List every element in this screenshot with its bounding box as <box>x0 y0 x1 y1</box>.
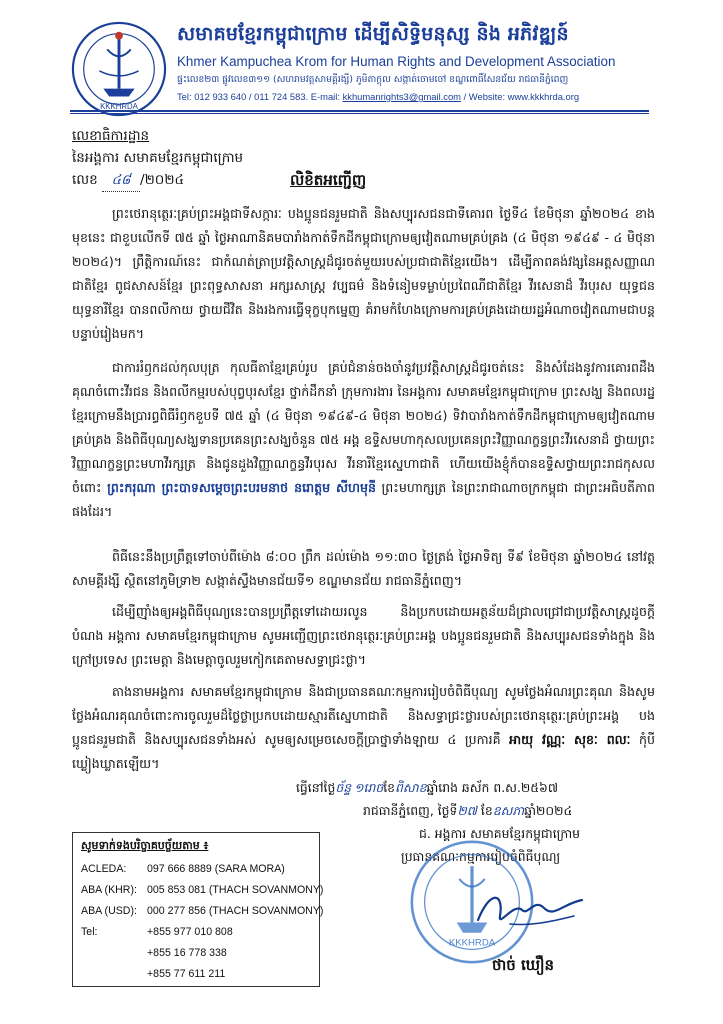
bank-row-value: +855 77 611 211 <box>147 968 226 980</box>
signatory-name: ថាច់ ឃឿន <box>492 956 555 974</box>
paragraph-text <box>72 356 655 524</box>
bank-row-label: ABA (KHR): <box>81 884 137 896</box>
paragraph-text-part: ព្រះមហាក្សត្រ នៃព្រះរាជាណាចក្រកម្ពុជា ជាព្រះអធិបតីភាពផងដែរ។ <box>72 480 655 519</box>
paragraph-text: ព្រះថេរានុត្ថេរៈគ្រប់ព្រះអង្គជាទីសក្ការៈ បងប្អូនជនរួមជាតិ និងសប្បុរសជនជាទីគោរព ថ្ងៃទី៤ ខែមិថុនា ឆ្នាំ២០២៤ ខាងមុខនេះ ជាខួបលើកទី ៧៥ ឆ្នាំ ថ្ងៃអាណានិគមបារាំងកាត់ទឹកដីកម្ពុជាក្រោមឲ្យវៀតណាមគ្រប់គ្រង (៤ មិថុនា ១៩៤៩ - ៤ មិថុនា ២០២៤)។ ព្រឹត្តិការណ៍នេះ ជាកំណត់ត្រាប្រវត្តិសាស្ត្រដ៏ជូរចត់មួយរបស់ប្រជាជាតិខ្មែរយើង។ ដើម្បីភាពគង់វង្សនៃអត្តសញ្ញាណជាតិខ្មែរ ពូជសាសន៍ខ្មែរ ព្រះពុទ្ធសាសនា អក្សរសាស្ត្រ វប្បធម៌ និងទំនៀមទម្លាប់ប្រពៃណីជាតិខ្មែរ វីរសេនាដ៏ វីរបុរស យុទ្ធជន យុទ្ធនារីខ្មែរ បានពលីកាយ ថ្វាយជីវិត និងរងការធ្វើទុក្ខបុកម្នេញ គំរាមកំហែងក្រោមការគ្រប់គ្រងដោយរដ្ឋអំណាចវៀតណាមជាបន្តបន្ទាប់រៀងមក។ <box>72 206 655 341</box>
reference-block <box>72 125 243 192</box>
solar-date-day: ២៧ <box>457 804 477 818</box>
bank-row <box>81 947 227 959</box>
royal-title: ព្រះករុណា ព្រះបាទសម្តេចព្រះបរមនាថ នរោត្តម សីហមុនី <box>107 480 376 495</box>
blessing-text: អាយុ វណ្ណៈ សុខៈ ពលៈ <box>509 732 631 747</box>
paragraph-text-part: កុំបីឃ្លៀងឃ្លាតឡើយ។ <box>72 732 655 771</box>
stamp-text: KKKHRDA <box>448 937 496 949</box>
bank-row <box>81 863 285 875</box>
bank-row-label: ACLEDA: <box>81 863 127 875</box>
body-paragraph-1 <box>72 202 655 346</box>
bank-row-value: 005 853 081 (THACH SOVANMONY) <box>147 884 324 896</box>
paragraph-text-part: តាងនាមអង្គការ សមាគមខ្មែរកម្ពុជាក្រោម និងជាប្រធានគណៈកម្មការរៀបចំពិធីបុណ្យ សូមថ្លែងអំណរព្រះគុណ និងសូមថ្លែងអំណរគុណចំពោះការចូលរួមដ៏ថ្លៃថ្លាប្រកបដោយស្មារតីស្នេហាជាតិ និងសទ្ធាជ្រះថ្លារបស់ព្រះថេរានុត្ថេរៈគ្រប់ព្រះអង្គ បងប្អូនជនរួមជាតិ និងសប្បុរសជនទាំងអស់ សូមឲ្យសម្រេចសេចក្តីប្រាថ្នាទាំងឡាយ ៤ ប្រការគឺ <box>72 684 655 747</box>
bank-row <box>81 926 233 938</box>
reference-office: លេខាធិការដ្ឋាន <box>72 128 150 144</box>
reference-number <box>72 169 243 192</box>
paragraph-text-part: ជាការរំឭកដល់កុលបុត្រ កុលធីតាខ្មែរគ្រប់រូប គ្រប់ជំនាន់ចងចាំនូវប្រវត្តិសាស្ត្រដ៏ជូរចត់នេះ និងសំដែងនូវការគោរពដឹងគុណចំពោះវីរជន និងពលីកម្មរបស់បុព្វបុរសខ្មែរ ថ្នាក់ដឹកនាំ ក្រុមការងារ នៃអង្គការ សមាគមខ្មែរកម្ពុជាក្រោម ព្រះសង្ឃ និងពលរដ្ឋខ្មែរក្រោមនឹងប្រារព្ធពិធីរំឭកខួបទី ៧៥ ឆ្នាំ (៤ មិថុនា ១៩៤៩-៤ មិថុនា ២០២៤) ទិវាបារាំងកាត់ទឹកដីកម្ពុជាក្រោមឲ្យវៀតណាមគ្រប់គ្រង និងពិធីបុណ្យសង្ឃទានប្រគេនព្រះសង្ឃចំនួន ៧៥ អង្គ ឧទ្ទិសមហាកុសលប្រគេនព្រះវិញ្ញាណក្ខន្ធព្រះវីរសេនាដ៏ ថ្វាយព្រះវិញ្ញាណក្ខន្ធព្រះមហាវីរក្សត្រ និងជូនដួងវិញ្ញាណក្ខន្ធវីរបុរស វីរនារីខ្មែរស្នេហាជាតិ ហើយយើងខ្ញុំក៏បានឧទ្ទិសថ្វាយព្រះរាជកុសលចំពោះ <box>72 360 655 495</box>
bank-row <box>81 968 225 980</box>
bank-row-label: ABA (USD): <box>81 905 137 917</box>
bank-row-value: +855 16 778 338 <box>147 947 227 959</box>
bank-row-value: 000 277 856 (THACH SOVANMONY) <box>147 905 324 917</box>
solar-date-prefix: រាជធានីភ្នំពេញ, ថ្ងៃទី <box>363 803 458 818</box>
reference-number-suffix: /២០២៤ <box>140 172 185 188</box>
solar-month-label: ខែ <box>480 803 493 818</box>
body-paragraph-3 <box>72 545 655 593</box>
signatory-title-2: ប្រធានគណៈកម្មការរៀបចំពិធីបុណ្យ <box>401 849 561 864</box>
donation-contact-box <box>72 832 324 987</box>
organization-seal-icon <box>70 20 168 118</box>
solar-date-suffix: ឆ្នាំ២០២៤ <box>524 803 573 818</box>
contact-website: / Website: www.kkkhrda.org <box>460 91 580 102</box>
body-paragraph-4 <box>72 600 655 672</box>
solar-month: ឧសភា <box>492 804 525 818</box>
org-contact-line <box>177 91 579 102</box>
solar-date-line <box>363 803 572 822</box>
bank-row-value: +855 977 010 808 <box>147 926 233 938</box>
lunar-date-suffix: ឆ្នាំរោង ឆស័ក ព.ស.២៥៦៧ <box>426 780 558 795</box>
paragraph-text: ពិធីនេះនឹងប្រព្រឹត្តទៅចាប់ពីម៉ោង ៨:០០ ព្រឹក ដល់ម៉ោង ១១:៣០ ថ្ងៃត្រង់ ថ្ងៃអាទិត្យ ទី៩ ខែមិថុនា ឆ្នាំ២០២៤ នៅវត្តសាមគ្គីរង្សី ស្ថិតនៅភូមិទ្រា២ សង្កាត់ស្ទឹងមានជ័យទី១ ខណ្ឌមានជ័យ រាជធានីភ្នំពេញ។ <box>72 549 655 588</box>
donation-box-title: សូមទាក់ទងបរិច្ចាគបច្ច័យតាម ៖ <box>81 839 209 852</box>
lunar-date-prefix: ធ្វើនៅថ្ងៃ <box>296 780 336 795</box>
bank-row-value: 097 666 8889 (SARA MORA) <box>147 863 285 875</box>
bank-row <box>81 884 323 896</box>
bank-row <box>81 905 323 917</box>
org-name-english: Khmer Kampuchea Krom for Human Rights and Development Association <box>177 54 616 69</box>
lunar-date-day: ច័ន្ទ ១រោច <box>335 781 384 795</box>
letterhead-divider-thin <box>70 113 649 114</box>
document-title: លិខិតអញ្ជើញ <box>290 171 367 189</box>
lunar-date-line <box>296 780 558 799</box>
body-paragraph-2 <box>72 356 655 524</box>
handwritten-signature <box>470 880 590 940</box>
reference-number-prefix: លេខ <box>72 172 98 188</box>
reference-organization: នៃអង្គការ សមាគមខ្មែរកម្ពុជាក្រោម <box>72 150 244 166</box>
paragraph-text: ដើម្បីញ៉ាំងឲ្យអង្គពិធីបុណ្យនេះបានប្រព្រឹត្តទៅដោយរលូន និងប្រកបដោយអត្ថន័យដ៏ជ្រាលជ្រៅជាប្រវត្តិសាស្ត្រដូចក្តីបំណង អង្គការ សមាគមខ្មែរកម្ពុជាក្រោម សូមអញ្ជើញព្រះថេរានុត្ថេរៈគ្រប់ព្រះអង្គ បងប្អូនជនរួមជាតិ និងសប្បុរសជនទាំងក្នុង និងក្រៅប្រទេស ព្រះមេត្តា និងមេត្តាចូលរួមកៀកគេតាមសទ្ធាជ្រះថ្លា។ <box>72 604 655 667</box>
paragraph-text <box>72 680 655 776</box>
seal-text: KKKHRDA <box>100 102 138 112</box>
signatory-title-1: ជ. អង្គការ សមាគមខ្មែរកម្ពុជាក្រោម <box>419 826 581 841</box>
body-paragraph-5 <box>72 680 655 776</box>
org-address: ផ្ទះលេខ២៣ ផ្លូវលេខ៣១១ (សហរាមវត្តសាមគ្គីរង្សី) ភូមិតាក្តុល សង្កាត់ចោមចៅ ខណ្ឌពោធិ៍សែនជ័យ រាជធានីភ្នំពេញ <box>177 74 569 85</box>
lunar-month-label: ខែ <box>383 780 396 795</box>
contact-phones: Tel: 012 933 640 / 011 724 583. E-mail: <box>177 91 343 102</box>
bank-row-label: Tel: <box>81 926 98 938</box>
lunar-month: ពិសាខ <box>395 781 427 795</box>
letterhead-divider <box>70 110 649 112</box>
org-name-khmer: សមាគមខ្មែរកម្ពុជាក្រោម ដើម្បីសិទ្ធិមនុស្ស និង អភិវឌ្ឍន៍ <box>177 23 569 45</box>
reference-number-value: ៤៨ <box>102 169 140 192</box>
contact-email: kkhumanrights3@gmail.com <box>342 91 461 102</box>
